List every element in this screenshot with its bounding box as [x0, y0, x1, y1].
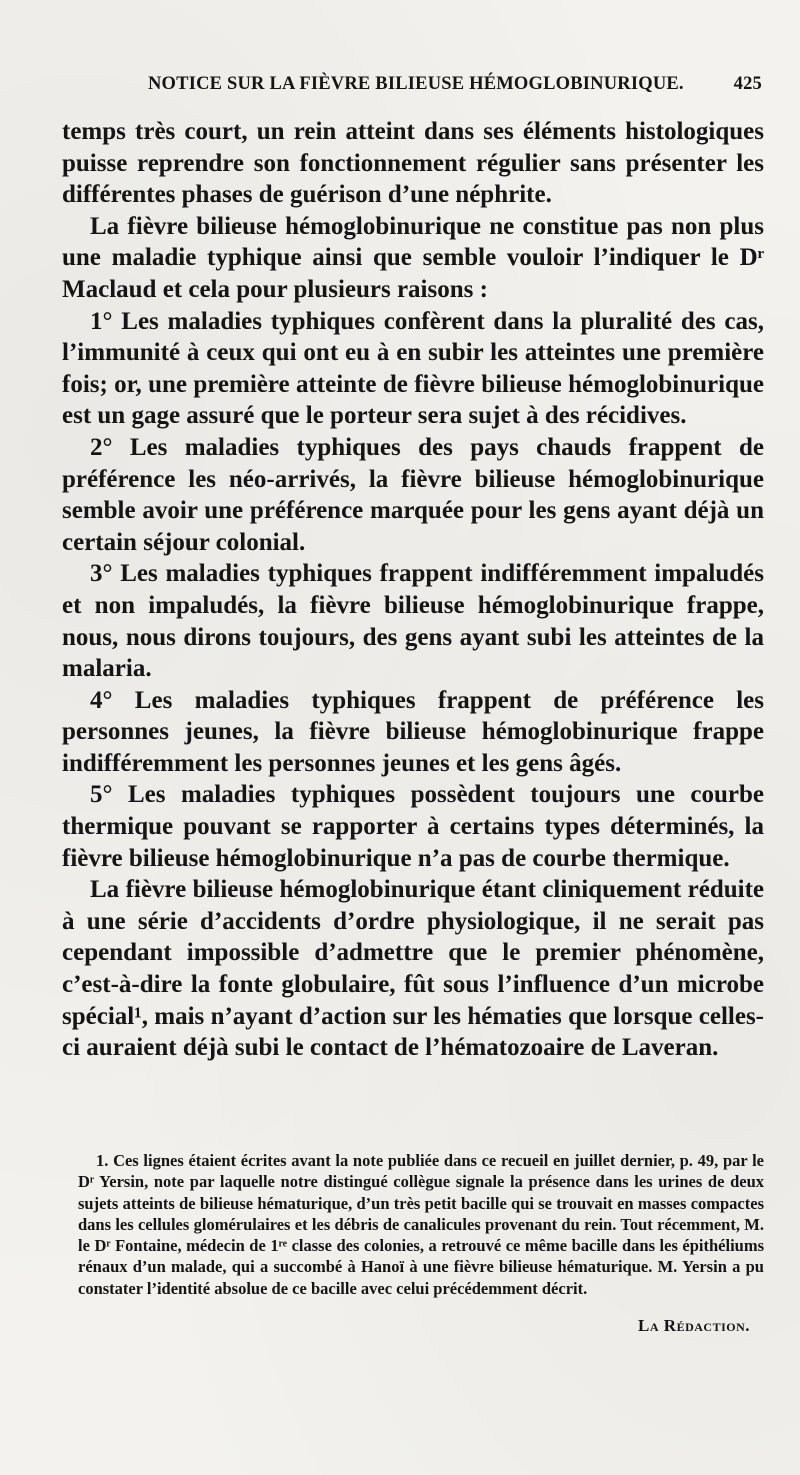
running-head-title: NOTICE SUR LA FIÈVRE BILIEUSE HÉMOGLOBINURIQUE.: [148, 74, 684, 94]
paragraph-reason-1: 1° Les maladies typhiques confèrent dans la pluralité des cas, l’immunité à ceux qui ont eu à en subir les atteintes une première fois; or, une première atteinte de fièvre bilieuse hémoglobinurique est un gage assuré que le porteur sera sujet à des récidives.: [62, 307, 764, 430]
signature: La Rédaction.: [638, 1316, 750, 1335]
paragraph-thesis: La fièvre bilieuse hémoglobinurique ne constitue pas non plus une maladie typhique ainsi que semble vouloir l’indiquer le Dʳ Maclaud et cela pour plusieurs raisons :: [62, 212, 764, 303]
paragraph-reason-3: 3° Les maladies typhiques frappent indifféremment impaludés et non impaludés, la fièvre bilieuse hémoglobinurique frappe, nous, nous dirons toujours, des gens ayant subi les atteintes de la malaria.: [62, 560, 764, 683]
paragraph-conclusion: La fièvre bilieuse hémoglobinurique étant cliniquement réduite à une série d’accidents d’ordre physiologique, il ne serait pas cependant impossible d’admettre que le premier phénomène, c’est-à-dire la fonte globulaire, fût sous l’influence d’un microbe spécial¹, mais n’ayant d’action sur les hématies que lorsque celles-ci auraient déjà subi le contact de l’hématozoaire de Laveran.: [62, 876, 764, 1062]
paragraph-reason-4: 4° Les maladies typhiques frappent de préférence les personnes jeunes, la fièvre bilieuse hémoglobinurique frappe indifféremment les personnes jeunes et les gens âgés.: [62, 686, 764, 777]
running-head: [148, 74, 762, 100]
paragraph-continuation: temps très court, un rein atteint dans ses éléments histologiques puisse reprendre son fonctionnement régulier sans présenter les différentes phases de guérison d’une néphrite.: [62, 118, 764, 209]
page-number: 425: [733, 74, 762, 94]
body-text: [62, 116, 764, 1064]
paragraph-reason-2: 2° Les maladies typhiques des pays chauds frappent de préférence les néo-arrivés, la fièvre bilieuse hémoglobinurique semble avoir une préférence marquée pour les gens ayant déjà un certain séjour colonial.: [62, 433, 764, 556]
footnote-1: 1. Ces lignes étaient écrites avant la note publiée dans ce recueil en juillet dernier, p. 49, par le Dʳ Yersin, note par laquelle notre distingué collègue signale la présence dans les urines de deux sujets atteints de bilieuse hématurique, d’un très petit bacille qui se trouvait en masses compactes dans les cellules glomérulaires et les débris de canalicules provenant du rein. Tout récemment, M. le Dʳ Fontaine, médecin de 1ʳᵉ classe des colonies, a retrouvé ce même bacille dans les épithéliums rénaux d’un malade, qui a succombé à Hanoï à une fièvre bilieuse hématurique. M. Yersin a pu constater l’identité absolue de ce bacille avec celui précédemment décrit.: [78, 1151, 764, 1298]
footnotes: [78, 1150, 764, 1299]
paragraph-reason-5: 5° Les maladies typhiques possèdent toujours une courbe thermique pouvant se rapporter à certains types déterminés, la fièvre bilieuse hémoglobinurique n’a pas de courbe thermique.: [62, 781, 764, 872]
